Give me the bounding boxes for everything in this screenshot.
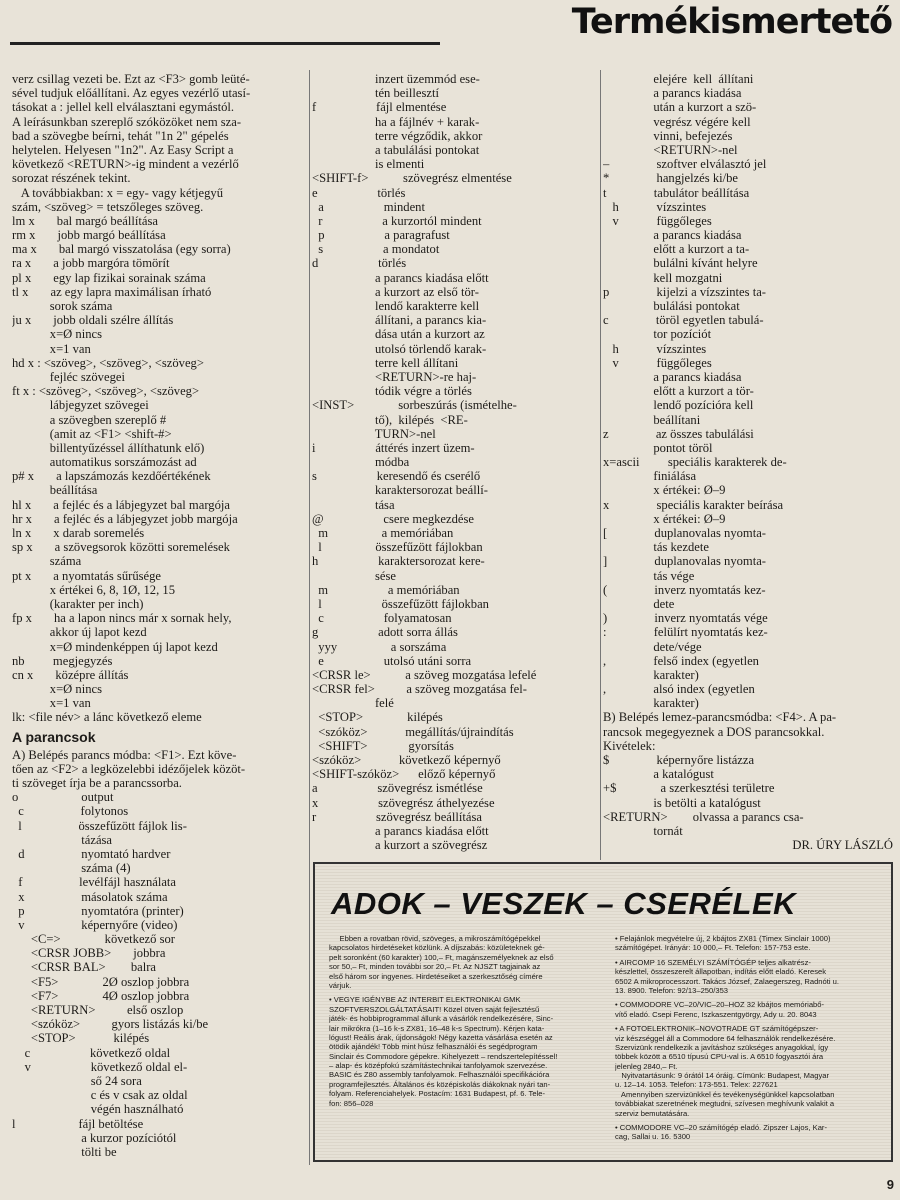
text-line: • VEGYE IGÉNYBE AZ INTERBIT ELEKTRONIKAI GMK <box>329 995 521 1005</box>
text-line: m a memóriában <box>312 526 454 540</box>
text-line: utolsó törlendő karak- <box>312 341 487 356</box>
text-line: a mindent <box>312 199 425 214</box>
text-line: pl x egy lap fizikai sorainak száma <box>12 270 206 285</box>
text-line: c következő oldal <box>12 1045 171 1060</box>
text-line: <SHIFT> gyorsítás <box>312 738 454 753</box>
text-line: x speciális karakter beírása <box>603 497 784 512</box>
text-line: @ csere megkezdése <box>312 511 474 526</box>
text-line: Amennyiben szervizünkkel és tevékenységünkkel kapcsolatban <box>615 1089 835 1099</box>
text-line: <STOP> kilépés <box>12 1031 150 1046</box>
text-line: fon: 856–028 <box>329 1098 374 1108</box>
text-line: x értékei 6, 8, 1Ø, 12, 15 <box>12 582 175 597</box>
text-line: dása után a kurzort az <box>312 327 485 342</box>
text-line: x=Ø nincs <box>12 682 103 697</box>
text-line: (amit az <F1> <shift-#> <box>12 426 172 441</box>
text-line: pelt soronként (60 karakter) 100,– Ft, magánszemélyeknek az első <box>329 952 554 962</box>
text-line: a kurzort a szövegrész <box>312 838 488 853</box>
text-line: sor 50,– Ft, minden további sor 20,– Ft. Az NJSZT tagjainak az <box>329 962 541 972</box>
text-line: c folytonos <box>12 804 129 819</box>
text-line: x szövegrész áthelyezése <box>312 795 495 810</box>
text-line: vítő eladó. Csepi Ferenc, Iszkaszentgyörgy, Ady u. 20. 8043 <box>615 1009 817 1019</box>
text-line: sése <box>312 568 396 583</box>
text-line: <SHIFT-szóköz> előző képernyő <box>312 767 496 782</box>
text-line: <RETURN> olvassa a parancs csa- <box>603 809 804 824</box>
text-line: karakter) <box>603 667 699 682</box>
text-line: <RETURN>-re haj- <box>312 369 477 384</box>
text-line: ha a fájlnév + karak- <box>312 114 480 129</box>
text-line: TURN>-nel <box>312 426 436 441</box>
text-line: <szóköz> megállítás/újraindítás <box>312 724 514 739</box>
text-line: l összefűzött fájlokban <box>312 596 489 611</box>
text-line: <szóköz> gyors listázás ki/be <box>12 1017 209 1032</box>
text-line: Szervizünk rendelkezik a javításhoz szükséges anyagokkal, így <box>615 1042 829 1052</box>
text-line: tor pozíciót <box>603 327 712 342</box>
text-line: <STOP> kilépés <box>312 710 443 725</box>
text-line: inzert üzemmód ese- <box>312 72 480 86</box>
text-line: 6502 A mikroprocesszort. Takács József, Zalaegerszeg, Radnóti u. <box>615 976 839 986</box>
text-line: v következő oldal el- <box>12 1059 188 1074</box>
text-line: • COMMODORE VC–20 számítógép eladó. Zipszer Lajos, Kar- <box>615 1123 827 1133</box>
text-line: c és v csak az oldal <box>12 1088 188 1103</box>
text-line: tén beillesztí <box>312 86 439 101</box>
text-line: Sinclair és Commodore gépekre. Kihelyezett – rendszertelepítéssel! <box>329 1051 558 1061</box>
text-line: sorok száma <box>12 299 113 313</box>
column-divider <box>600 70 601 860</box>
text-line: BASIC és Z80 assembly tanfolyamok. Felhasználói specifikációra <box>329 1070 550 1080</box>
text-line: c töröl egyetlen tabulá- <box>603 313 764 328</box>
text-line: tl x az egy lapra maximálisan írható <box>12 284 212 299</box>
text-line: verz csillag vezeti be. Ezt az <F3> gomb leüté- <box>12 72 250 86</box>
text-line: folyam. Referenciahelyek. Postacím: 1631 Budapest, pf. 6. Tele- <box>329 1089 545 1099</box>
text-line: v képernyőre (video) <box>12 917 178 932</box>
text-line: tás vége <box>603 568 695 583</box>
text-line: kell mozgatni <box>603 270 723 285</box>
text-line: tázása <box>12 832 113 847</box>
text-line: <RETURN>-nel <box>603 142 738 157</box>
text-line: <F5> 2Ø oszlop jobbra <box>12 974 190 989</box>
text-line: pontot töröl <box>603 440 713 455</box>
text-line: programfejlesztés. Általános és középiskolás diákoknak nyári tan- <box>329 1079 551 1089</box>
text-line: a katalógust <box>603 767 714 782</box>
text-line: ma x bal margó visszatolása (egy sorra) <box>12 242 231 257</box>
text-line: x=Ø mindenképpen új lapot kezd <box>12 639 218 654</box>
text-line: ( inverz nyomtatás kez- <box>603 582 766 597</box>
text-line: cn x középre állítás <box>12 667 129 682</box>
text-line: továbbiakat szeretnének megtudni, szívesen meghívunk valakit a <box>615 1099 835 1109</box>
text-line: Kivételek: <box>603 738 656 753</box>
column-1 <box>12 72 308 1172</box>
text-line: előtt a kurzort a tör- <box>603 384 754 399</box>
text-line: – szoftver elválasztó jel <box>603 157 767 172</box>
text-line: lk: <file név> a lánc következő eleme <box>12 710 202 725</box>
text-line: A továbbiakban: x = egy- vagy kétjegyű <box>12 185 224 200</box>
text-line: <CRSR JOBB> jobbra <box>12 946 166 961</box>
text-line: után a kurzort a szö- <box>603 100 757 115</box>
text-line: r a kurzortól mindent <box>312 213 482 228</box>
text-line: a kurzort az első tör- <box>312 284 479 299</box>
text-line: h vízszintes <box>603 199 707 214</box>
text-line: tódik végre a törlés <box>312 384 472 399</box>
text-line: akkor új lapot kezd <box>12 625 147 640</box>
text-line: hl x a fejléc és a lábjegyzet bal margója <box>12 497 230 512</box>
text-line: fejléc szövegei <box>12 369 125 384</box>
header-rule <box>10 42 440 45</box>
text-line: Nyitvatartásunk: 9 órától 14 óráig. Címünk: Budapest, Magyar <box>615 1071 829 1081</box>
text-line: – alap- és középfokú számítástechnikai tanfolyamok szervezése. <box>329 1061 548 1071</box>
text-line: l összefűzött fájlok lis- <box>12 818 187 833</box>
text-line: ti szöveget írja be a parancssorba. <box>12 776 182 790</box>
text-line: ju x jobb oldali szélre állítás <box>12 313 174 328</box>
text-line: karakter) <box>603 696 699 711</box>
page-number: 9 <box>886 1177 894 1192</box>
text-line: * hangjelzés ki/be <box>603 171 739 186</box>
text-line: u. 12–14. 1053. Telefon: 173-551. Telex: 227621 <box>615 1080 778 1090</box>
text-line: B) Belépés lemez-parancsmódba: <F4>. A pa- <box>603 710 837 725</box>
text-line: viz készséggel áll a Commodore 64 felhasználók rendelkezésére. <box>615 1033 836 1043</box>
text-line: x=ascii speciális karakterek de- <box>603 455 787 470</box>
text-line: lendő pozícióra kell <box>603 398 754 413</box>
text-line: <CRSR fel> a szöveg mozgatása fel- <box>312 682 527 697</box>
text-line: a kurzor pozíciótól <box>12 1130 177 1145</box>
text-line: szám, <szöveg> = tetszőleges szöveg. <box>12 199 204 214</box>
text-line: fp x ha a lapon nincs már x sornak hely, <box>12 611 232 626</box>
text-line: is betölti a katalógust <box>603 795 761 810</box>
text-line: z az összes tabulálási <box>603 426 754 441</box>
text-line: karaktersorozat beállí- <box>312 483 488 498</box>
text-line: DR. ÚRY LÁSZLÓ <box>792 838 893 853</box>
text-line: tornát <box>603 823 683 838</box>
text-line: finiálása <box>603 469 697 484</box>
text-line: lm x bal margó beállítása <box>12 213 158 228</box>
text-line: <C=> következő sor <box>12 932 175 947</box>
text-line: x=1 van <box>12 696 91 711</box>
text-line: d törlés <box>312 256 407 271</box>
text-line: állítani, a parancs kia- <box>312 313 487 328</box>
text-line: x értékei: Ø–9 <box>603 483 726 498</box>
text-line: Ebben a rovatban rövid, szöveges, a mikroszámítógépekkel <box>329 934 541 943</box>
text-line: p# x a lapszámozás kezdőértékének <box>12 469 211 484</box>
text-line: automatikus sorszámozást ad <box>12 455 197 470</box>
text-line: • A FOTOELEKTRONIK–NOVOTRADE GT számítógépszer- <box>615 1024 819 1034</box>
text-line: cag, Sallai u. 16. 5300 <box>615 1132 691 1142</box>
text-line: lendő karakterre kell <box>312 299 480 313</box>
text-line: v függőleges <box>603 355 712 370</box>
text-line: előtt a kurzort a ta- <box>603 242 750 257</box>
text-line: száma (4) <box>12 861 131 876</box>
text-line: végén használható <box>12 1102 184 1117</box>
text-line: rancsok megegyeznek a DOS parancsokkal. <box>603 724 825 739</box>
text-line: • COMMODORE VC–20/VIC–20–HOZ 32 kbájtos memóriabő- <box>615 1000 825 1010</box>
text-line: l fájl betöltése <box>12 1116 144 1131</box>
text-line: sorozat részének tekint. <box>12 171 131 186</box>
text-line: p nyomtatóra (printer) <box>12 903 184 918</box>
text-line: számítógépet. Irányár: 10 000,– Ft. Telefon: 157-753 este. <box>615 943 811 953</box>
text-line: ötödik ajándék! Több mint húsz felhasználói és segédprogram <box>329 1042 538 1052</box>
text-line: A) Belépés parancs módba: <F1>. Ezt köve- <box>12 747 237 762</box>
text-line: tően az <F2> a legközelebbi idézőjelek közöt- <box>12 761 246 776</box>
text-line: x=Ø nincs <box>12 327 103 342</box>
text-line: ra x a jobb margóra tömörít <box>12 256 170 271</box>
text-line: terre kell állítani <box>312 355 459 370</box>
text-line: <CRSR le> a szöveg mozgatása lefelé <box>312 667 537 682</box>
column-3 <box>603 72 893 862</box>
text-line: szerviz bemutatására. <box>615 1108 690 1118</box>
text-line: e utolsó utáni sorra <box>312 653 472 668</box>
ads-left-column <box>329 934 609 1159</box>
text-line: a szövegben szereplő # <box>12 412 167 427</box>
text-line: vegrész végére kell <box>603 114 751 129</box>
text-line: ) inverz nyomtatás vége <box>603 611 768 626</box>
text-line: tása <box>312 497 395 512</box>
text-line: hr x a fejléc és a lábjegyzet jobb margója <box>12 511 238 526</box>
text-line: tő), kilépés <RE- <box>312 412 468 427</box>
text-line: tásokat a : jellel kell elválasztani egymástól. <box>12 100 235 115</box>
text-line: p kijelzi a vízszintes ta- <box>603 284 766 299</box>
text-line: i áttérés inzert üzem- <box>312 440 475 455</box>
text-line: beállítása <box>12 483 98 498</box>
classified-ads-title: ADOK – VESZEK – CSERÉLEK <box>331 886 797 921</box>
text-line: bad a szövegbe beírni, tehát "1n 2" gépelés <box>12 128 229 143</box>
text-line: következő <RETURN>-ig mindent a vezérlő <box>12 157 239 172</box>
text-line: sével tudjuk előállítani. Az egyes vezérlő utasí- <box>12 86 251 101</box>
text-line: várjuk. <box>329 980 352 990</box>
text-line: pt x a nyomtatás sűrűsége <box>12 568 161 583</box>
text-line: tölti be <box>12 1144 117 1159</box>
text-line: beállítani <box>603 412 701 427</box>
text-line: g adott sorra állás <box>312 625 458 640</box>
text-line: yyy a sorszáma <box>312 639 447 654</box>
text-line: felé <box>312 696 394 711</box>
text-line: játék- és hobbiprogrammal állunk a vásárlók rendelkezésére, Sinc- <box>329 1014 554 1024</box>
text-line: , alsó index (egyetlen <box>603 682 755 697</box>
text-line: <F7> 4Ø oszlop jobbra <box>12 988 190 1003</box>
text-line: a parancs kiadása <box>603 86 742 101</box>
text-line: vinni, befejezés <box>603 128 733 143</box>
text-line: x=1 van <box>12 341 91 356</box>
text-line: d nyomtató hardver <box>12 846 171 861</box>
text-line: <INST> sorbeszúrás (ismételhe- <box>312 398 517 413</box>
text-line: p a paragrafust <box>312 228 450 243</box>
text-line: h karaktersorozat kere- <box>312 554 485 569</box>
text-line: <szóköz> következő képernyő <box>312 753 501 767</box>
text-line: m a memóriában <box>312 582 460 597</box>
text-line: jelenleg 2840,– Ft. <box>615 1061 678 1071</box>
text-line: : felülírt nyomtatás kez- <box>603 625 768 640</box>
text-line: f levélfájl használata <box>12 875 177 890</box>
text-line: r szövegrész beállítása <box>312 809 482 824</box>
text-line: (karakter per inch) <box>12 596 144 611</box>
text-line: a parancs kiadása <box>603 369 742 384</box>
text-line: lair mikrókra (1–16 k-s ZX81, 16–48 k-s Spectrum). Kérjen kata- <box>329 1023 545 1033</box>
text-line: dete/vége <box>603 639 702 654</box>
text-line: 13. 8900. Telefon: 92/13–250/353 <box>615 985 729 995</box>
text-line: bulálni kívánt helyre <box>603 256 758 271</box>
text-line: [ duplanovalas nyomta- <box>603 526 766 540</box>
text-line: h vízszintes <box>603 341 707 356</box>
section-heading: A parancsok <box>12 728 96 745</box>
text-line: hd x : <szöveg>, <szöveg>, <szöveg> <box>12 355 204 370</box>
text-line: helytelen. Helyesen "1n2". Az Easy Script a <box>12 142 234 157</box>
text-line: +$ a szerkesztési területre <box>603 781 775 796</box>
text-line: kapcsolatos hirdetéseket közlünk. A díjszabás: közületeknek gé- <box>329 943 545 953</box>
text-line: <RETURN> első oszlop <box>12 1003 184 1017</box>
column-2 <box>312 72 599 862</box>
text-line: tás kezdete <box>603 540 709 555</box>
text-line: billentyűzéssel állíthatunk elő) <box>12 440 205 455</box>
text-line: terre végződik, akkor <box>312 128 483 143</box>
text-line: x másolatok száma <box>12 889 168 904</box>
text-line: bulálási pontokat <box>603 299 740 313</box>
text-line: $ képernyőre listázza <box>603 753 755 767</box>
text-line: c folyamatosan <box>312 611 452 626</box>
text-line: készlettel, összeszerelt állapotban, indítás előtt eladó. Keresek <box>615 967 827 977</box>
text-line: száma <box>12 554 82 569</box>
text-line: elejére kell állítani <box>603 72 754 86</box>
ads-right-column <box>615 934 887 1159</box>
text-line: a tabulálási pontokat <box>312 142 480 157</box>
text-line: lábjegyzet szövegei <box>12 398 149 413</box>
text-line: rm x jobb margó beállítása <box>12 228 166 243</box>
text-line: , felső index (egyetlen <box>603 653 759 668</box>
text-line: SZOFTVERSZOLGÁLTATÁSAIT! Közel ötven saját fejlesztésű <box>329 1004 540 1014</box>
text-line: <CRSR BAL> balra <box>12 960 156 975</box>
page-header-title: Termékismertető <box>571 2 892 42</box>
text-line: ső 24 sora <box>12 1073 142 1088</box>
text-line: s keresendő és cserélő <box>312 469 481 484</box>
text-line: ] duplanovalas nyomta- <box>603 554 766 569</box>
text-line: <SHIFT-f> szövegrész elmentése <box>312 171 512 186</box>
text-line: f fájl elmentése <box>312 100 447 115</box>
text-line: a parancs kiadása <box>603 228 742 243</box>
text-line: • AIRCOMP 16 SZEMÉLYI SZÁMÍTÓGÉP teljes alkatrész- <box>615 957 811 967</box>
text-line: ft x : <szöveg>, <szöveg>, <szöveg> <box>12 384 200 399</box>
text-line: a szövegrész ismétlése <box>312 781 483 796</box>
text-line: o output <box>12 790 114 805</box>
text-line: a parancs kiadása előtt <box>312 270 489 285</box>
text-line: A leírásunkban szereplő szóközöket nem sza- <box>12 114 242 129</box>
text-line: is elmenti <box>312 157 425 172</box>
classified-ads-box <box>313 862 893 1162</box>
text-line: • Felajánlok megvételre új, 2 kbájtos ZX81 (Timex Sinclair 1000) <box>615 934 831 943</box>
text-line: sp x a szövegsorok közötti soremelések <box>12 540 230 555</box>
text-line: első három sor ingyenes. Hirdetéseiket a szerkesztőség címére <box>329 971 543 981</box>
text-line: v függőleges <box>603 213 712 228</box>
text-line: dete <box>603 596 675 611</box>
column-divider <box>309 70 310 1165</box>
text-line: módba <box>312 455 410 470</box>
text-line: lógust! Reális árak, újdonságok! Négy kazetta vásárlása esetén az <box>329 1032 553 1042</box>
text-line: a parancs kiadása előtt <box>312 823 489 838</box>
text-line: t tabulátor beállítása <box>603 185 750 200</box>
text-line: l összefűzött fájlokban <box>312 540 483 555</box>
text-line: nb megjegyzés <box>12 653 113 668</box>
text-line: x értékei: Ø–9 <box>603 511 726 526</box>
text-line: s a mondatot <box>312 242 440 257</box>
text-line: ln x x darab soremelés <box>12 526 145 540</box>
text-line: e törlés <box>312 185 406 200</box>
text-line: többek között a 6510 típusú CPU-val is. A 6510 fogyasztói ára <box>615 1052 824 1062</box>
